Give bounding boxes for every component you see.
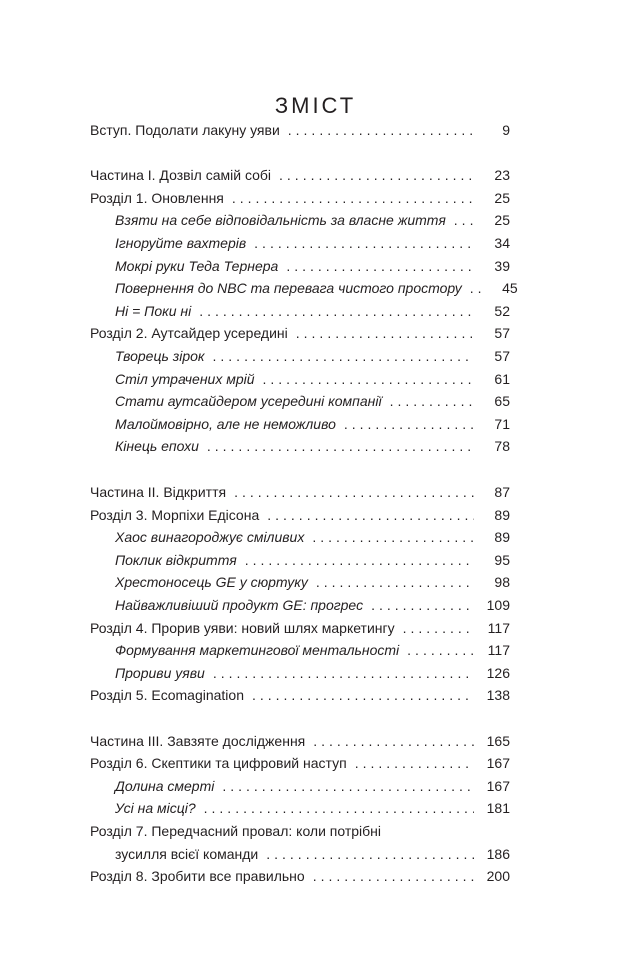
dot-leader — [316, 571, 474, 593]
toc-entry-section[interactable] — [115, 345, 510, 367]
dot-leader — [245, 549, 474, 571]
toc-page-number: 61 — [494, 371, 510, 387]
toc-entry-label: Поклик відкриття — [115, 552, 237, 568]
toc-entry-label: Розділ 5. Ecomagination — [90, 687, 244, 703]
toc-page-number: 39 — [494, 258, 510, 274]
toc-entry-section[interactable] — [115, 277, 518, 299]
toc-entry-label: Частина ІІ. Відкриття — [90, 484, 227, 500]
toc-entry-chapter-4[interactable] — [90, 617, 510, 639]
toc-entry-section[interactable] — [115, 639, 510, 661]
toc-entry-label: Малоймовірно, але не неможливо — [115, 416, 336, 432]
toc-entry-section[interactable] — [115, 232, 510, 254]
dot-leader — [234, 481, 474, 503]
toc-page-number: 23 — [494, 167, 510, 183]
dot-leader — [403, 617, 474, 639]
toc-entry-label: Розділ 3. Морпіхи Едісона — [90, 507, 260, 523]
toc-entry-label: Розділ 2. Аутсайдер усередині — [90, 325, 288, 341]
toc-entry-section[interactable] — [115, 797, 510, 819]
dot-leader — [407, 639, 474, 661]
toc-entry-chapter-1[interactable] — [90, 187, 510, 209]
page-title: ЗМІСТ — [274, 93, 357, 118]
toc-entry-label: Долина смерті — [115, 778, 215, 794]
toc-entry-section[interactable] — [115, 594, 510, 616]
toc-entry-chapter-5[interactable] — [90, 684, 510, 706]
toc-entry-part-3[interactable] — [90, 730, 510, 752]
toc-entry-label: Хрестоносець GE у сюртуку — [115, 574, 308, 590]
toc-entry-label: Мокрі руки Теда Тернера — [115, 258, 279, 274]
toc-page-number: 89 — [494, 507, 510, 523]
toc-page-number: 89 — [494, 529, 510, 545]
toc-entry-label: Кінець епохи — [115, 438, 199, 454]
toc-entry-label: Повернення до NBC та перевага чистого простору — [115, 280, 462, 296]
dot-leader — [266, 843, 474, 865]
toc-page-number: 165 — [486, 733, 510, 749]
toc-entry-label: Розділ 6. Скептики та цифровий наступ — [90, 755, 347, 771]
toc-entry-section[interactable] — [115, 526, 510, 548]
toc-entry-label: Ігноруйте вахтерів — [115, 235, 247, 251]
toc-entry-part-1[interactable] — [90, 164, 510, 186]
toc-page-number: 57 — [494, 348, 510, 364]
toc-page-number: 25 — [494, 212, 510, 228]
toc-page-number: 181 — [486, 800, 510, 816]
dot-leader — [390, 390, 474, 412]
dot-leader — [213, 345, 474, 367]
toc-entry-label: Стіл утрачених мрій — [115, 371, 255, 387]
dot-leader — [371, 594, 474, 616]
dot-leader — [267, 504, 474, 526]
toc-entry-label: Розділ 7. Передчасний провал: коли потрібні — [90, 823, 382, 839]
toc-page-number: 9 — [502, 122, 510, 138]
toc-entry-section[interactable] — [115, 413, 510, 435]
dot-leader — [288, 119, 474, 141]
toc-entry-label: Стати аутсайдером усередині компанії — [115, 393, 382, 409]
dot-leader — [199, 300, 474, 322]
toc-page-number: 117 — [487, 642, 510, 658]
toc-entry-label: Формування маркетингової ментальності — [115, 642, 400, 658]
dot-leader — [263, 368, 474, 390]
toc-entry-intro[interactable] — [90, 119, 510, 141]
toc-page-number: 126 — [486, 665, 510, 681]
toc-entry-chapter-7[interactable] — [90, 820, 510, 842]
toc-entry-chapter-8[interactable] — [90, 865, 510, 887]
toc-entry-label: Хаос винагороджує сміливих — [115, 529, 305, 545]
toc-entry-chapter-6[interactable] — [90, 752, 510, 774]
toc-entry-part-2[interactable] — [90, 481, 510, 503]
toc-page-number: 95 — [494, 552, 510, 568]
toc-entry-label: Частина І. Дозвіл самій собі — [90, 167, 272, 183]
toc-entry-chapter-7-continuation[interactable] — [115, 843, 510, 865]
toc-page-number: 25 — [494, 190, 510, 206]
dot-leader — [470, 277, 482, 299]
dot-leader — [296, 322, 474, 344]
toc-entry-chapter-3[interactable] — [90, 504, 510, 526]
toc-page-number: 45 — [502, 280, 518, 296]
toc-page-number: 138 — [486, 687, 510, 703]
toc-entry-section[interactable] — [115, 255, 510, 277]
toc-entry-label: Прориви уяви — [115, 665, 205, 681]
dot-leader — [312, 526, 474, 548]
toc-entry-label: Творець зірок — [115, 348, 205, 364]
toc-page-number: 78 — [494, 438, 510, 454]
toc-entry-label: Частина ІІІ. Завзяте дослідження — [90, 733, 306, 749]
toc-page-number: 98 — [494, 574, 510, 590]
dot-leader — [222, 775, 474, 797]
dot-leader — [454, 209, 474, 231]
toc-entry-section[interactable] — [115, 435, 510, 457]
toc-entry-label: Найважливіший продукт GE: прогрес — [115, 597, 364, 613]
dot-leader — [252, 684, 474, 706]
dot-leader — [355, 752, 474, 774]
toc-page-number: 65 — [494, 393, 510, 409]
toc-entry-label: Взяти на себе відповідальність за власне життя — [115, 212, 446, 228]
dot-leader — [279, 164, 474, 186]
toc-page-number: 167 — [486, 755, 510, 771]
toc-page-number: 109 — [486, 597, 510, 613]
toc-entry-section[interactable] — [115, 662, 510, 684]
dot-leader — [213, 662, 474, 684]
dot-leader — [207, 435, 474, 457]
toc-entry-label: Вступ. Подолати лакуну уяви — [90, 122, 280, 138]
toc-page-number: 200 — [486, 868, 510, 884]
dot-leader — [232, 187, 474, 209]
dot-leader — [254, 232, 474, 254]
dot-leader — [344, 413, 474, 435]
toc-entry-section[interactable] — [115, 549, 510, 571]
toc-entry-section[interactable] — [115, 775, 510, 797]
toc-entry-label-continuation: зусилля всієї команди — [115, 846, 259, 862]
toc-page-number: 87 — [494, 484, 510, 500]
toc-page-number: 117 — [487, 620, 510, 636]
toc-entry-section[interactable] — [115, 368, 510, 390]
toc-entry-section[interactable] — [115, 209, 510, 231]
dot-leader — [204, 797, 474, 819]
toc-entry-label: Розділ 1. Оновлення — [90, 190, 224, 206]
toc-page-number: 34 — [494, 235, 510, 251]
toc-entry-label: Розділ 8. Зробити все правильно — [90, 868, 305, 884]
toc-entry-chapter-2[interactable] — [90, 322, 510, 344]
toc-entry-section[interactable] — [115, 300, 510, 322]
dot-leader — [313, 865, 474, 887]
toc-page-number: 52 — [494, 303, 510, 319]
toc-page-number: 167 — [486, 778, 510, 794]
toc-entry-label: Усі на місці? — [115, 800, 196, 816]
toc-page-number: 57 — [494, 325, 510, 341]
toc-page-number: 186 — [486, 846, 510, 862]
toc-entry-label: Ні = Поки ні — [115, 303, 192, 319]
toc-entry-section[interactable] — [115, 390, 510, 412]
toc-page-number: 71 — [494, 416, 510, 432]
dot-leader — [313, 730, 474, 752]
toc-entry-section[interactable] — [115, 571, 510, 593]
toc-entry-label: Розділ 4. Прорив уяви: новий шлях маркетингу — [90, 620, 395, 636]
dot-leader — [286, 255, 474, 277]
